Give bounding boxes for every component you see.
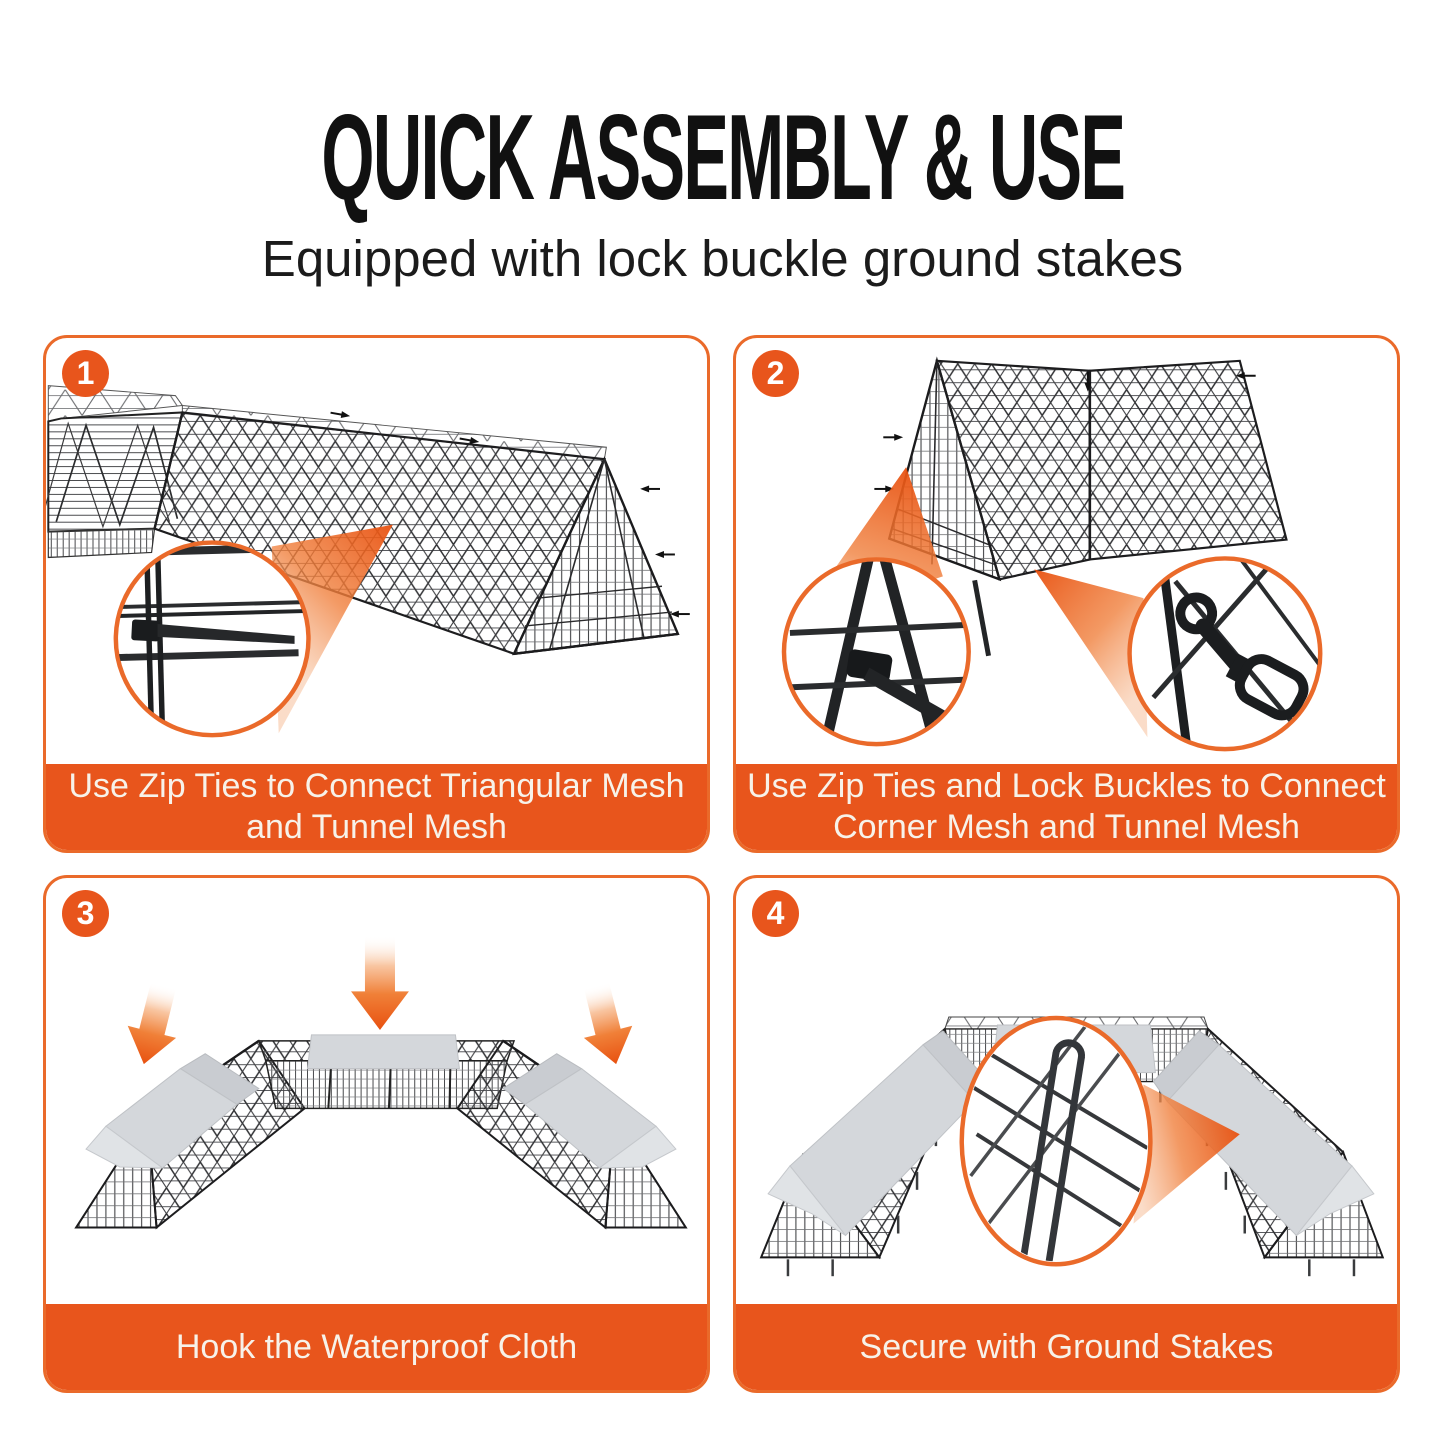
step-2-illustration [736,338,1397,764]
step-number-badge-3: 3 [62,890,109,937]
down-arrow [120,979,188,1070]
step-number-badge-4: 4 [752,890,799,937]
step-panel-2 [733,335,1400,853]
step-3-illustration [46,878,707,1304]
page-subtitle: Equipped with lock buckle ground stakes [261,230,1184,287]
down-arrow [572,979,640,1070]
page-title [0,89,1445,225]
zoom-circle-zip-tie [784,559,969,745]
steps-grid [43,335,1402,1393]
down-arrow [351,936,409,1030]
step-4-illustration [736,878,1397,1304]
step-panel-3 [43,875,710,1393]
step-caption-4: Secure with Ground Stakes [736,1304,1397,1390]
step-1-illustration [46,338,707,764]
step-1-illustration-area [46,338,707,764]
step-3-illustration-area [46,878,707,1304]
zoom-circle-lock-buckle [1130,559,1321,750]
step-2-illustration-area [736,338,1397,764]
step-number-badge-1: 1 [62,350,109,397]
step-4-illustration-area [736,878,1397,1304]
step-caption-2: Use Zip Ties and Lock Buckles to Connect Corner Mesh and Tunnel Mesh [736,764,1397,850]
page-header [0,0,1445,289]
step-caption-1: Use Zip Ties to Connect Triangular Mesh and Tunnel Mesh [46,764,707,850]
step-number-badge-2: 2 [752,350,799,397]
step-panel-4 [733,875,1400,1393]
step-caption-3: Hook the Waterproof Cloth [46,1304,707,1390]
step-panel-1 [43,335,710,853]
zoom-circle-zip-tie [110,543,309,736]
page-title-text: QUICK ASSEMBLY & USE [321,89,1124,225]
